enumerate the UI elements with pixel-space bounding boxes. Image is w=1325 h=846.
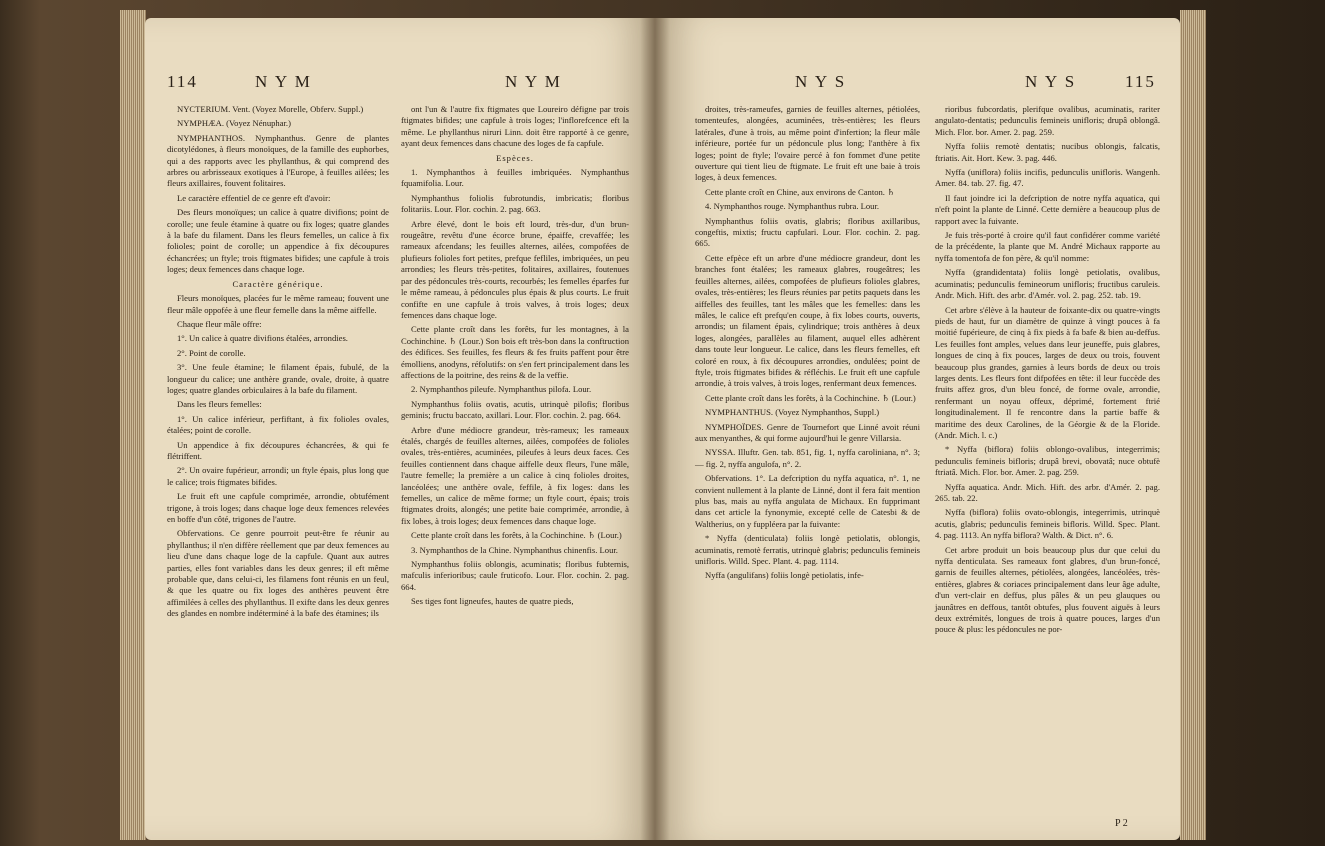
left-running-head-1: N Y M — [255, 72, 312, 91]
paragraph: Cette plante croît dans les forêts, fur les montagnes, à la Cochinchine. ♄ (Lour.) Son bois eft très-bon dans la conftruction des édifices. Ses feuilles, fes fleurs & fes fruits paffent pour être émolliens, anodyns, réfolutifs: on s'en fert principalement dans les affections de la poitrine, des reins & de la veffie. — [401, 324, 629, 380]
paragraph: Nyffa aquatica. Andr. Mich. Hift. des arbr. d'Amér. 2. pag. 265. tab. 22. — [935, 481, 1160, 503]
paragraph: Cet arbre produit un bois beaucoup plus dur que celui du nyffa denticulata. Ses rameaux font glabres, d'un brun-foncé, garnis de feuilles alternes, pétiolées, alongées, lancéolées, très-entières, glabres & coriaces principalement dans leur âge adulte, d'un vert-clair en deffus, plus pâles & un peu glauques ou jaunâtres en deffous, tantôt obtufes, plus fouvent aiguës à leurs deux extrémités, longues de trois à quatre pouces, larges d'un pouce & plus: les pédoncules ne por- — [935, 544, 1160, 635]
paragraph: Caractère générique. — [232, 278, 324, 289]
paragraph: Nymphanthus foliis oblongis, acuminatis; floribus fubternis, mafculis inferioribus; caule fruticofo. Lour. Flor. cochin. 2. pag. 664. — [401, 559, 629, 592]
paragraph: Il faut joindre ici la defcription de notre nyffa aquatica, qui n'eft point la plante de Linné. Cette dernière a beaucoup plus de rapport avec la fuivante. — [935, 192, 1160, 226]
paragraph: rioribus fubcordatis, plerifque ovalibus, acuminatis, rariter angulato-dentatis; pedunculis femineis unifloris; drupâ oblongâ. Mich. Flor. bor. Amer. 2. pag. 259. — [935, 104, 1160, 137]
paragraph: NYMPHOÏDES. Genre de Tournefort que Linné avoit réuni aux menyanthes, & qui forme aujourd'hui le genre Villarsia. — [695, 421, 920, 443]
paragraph: Nyffa (biflora) foliis ovato-oblongis, integerrimis, utrinquè acutis, glabris; pedunculis femineis bifloris. Willd. Spec. Plant. 4. pag. 1113. An nyffa biflora? Walth. & Dict. n°. 6. — [935, 507, 1160, 541]
right-running-head-2: N Y S — [1025, 72, 1077, 91]
paragraph: Le caractère effentiel de ce genre eft d'avoir: — [177, 192, 331, 203]
paragraph: Je fuis très-porté à croire qu'il faut confidérer comme variété de la précédente, la plante que M. André Michaux rapporte au nyffa tomentofa de fon père, & qu'il nomme: — [935, 230, 1160, 263]
paragraph: NYCTERIUM. Vent. (Voyez Morelle, Obferv. Suppl.) — [177, 104, 364, 114]
left-page-edges — [120, 10, 146, 840]
paragraph: Cette efpèce eft un arbre d'une médiocre grandeur, dont les branches font étalées; les rameaux glabres, rougeâtres; les feuilles alternes, ailées, compofées de plufieurs folioles glabres, ovales, très-entières; les fleurs réunies par petits paquets dans les aiffelles des feuilles, tant les mâles que les femelles: dans les mâles, le calice eft prefqu'en coupe, à fix lobes courts, ouverts, arrondis; un filament épais, cylindrique; trois anthères à deux loges, alongées, parallèles au filament, auquel elles adhèrent dans toute leur longueur. Le calice, dans les fleurs femelles, eft coloré en roux, à fix découpures arrondies, ondulées; point de ftyle, trois ftigmates bifides & réfléchis. Le fruit eft une capfule arrondie, à trois valves, à trois loges, renfermant deux femences. — [695, 252, 920, 389]
left-column-2-text — [401, 104, 629, 608]
paragraph: ont l'un & l'autre fix ftigmates que Loureiro défigne par trois ftigmates bifides; une capfule à trois loges; l'inflorefcence eft la même. Le phyllanthus niruri Linn. doit être rapporté à ce genre, ayant deux femences dans chacune des loges de fa capfule. — [401, 104, 629, 149]
paragraph: droites, très-rameufes, garnies de feuilles alternes, pétiolées, tomenteufes, alongées, acuminées, très-entières; les fleurs latérales, d'une à trois, au même point d'infertion; la fleur mâle inférieure, portée fur un pédoncule plus long; l'anthère à fix loges; point de ftyle; l'ovaire percé à fon fommet d'une petite ouverture qui tient lieu de ftigmate. Le fruit eft une baie à trois loges, à deux femences. — [695, 104, 920, 183]
paragraph: Obfervations. 1°. La defcription du nyffa aquatica, n°. 1, ne convient nullement à la plante de Linné, dont il fera fait mention plus bas, mais au nyffa angulata de Michaux. En fupprimant dans cet article la fynonymie, excepté celle de Catesbi & de Waltherius, on y fuppléera par la fuivante: — [695, 473, 920, 529]
paragraph: Cette plante croît dans les forêts, à la Cochinchine. ♄ (Lour.) — [411, 530, 622, 541]
paragraph: Cette plante croît dans les forêts, à la Cochinchine. ♄ (Lour.) — [705, 392, 916, 403]
left-column-1 — [167, 104, 389, 623]
paragraph: 4. Nymphanthos rouge. Nymphanthus rubra. Lour. — [705, 201, 879, 212]
paragraph: * Nyffa (denticulata) foliis longè petiolatis, oblongis, acuminatis, remotè ferratis, utrinquè glabris; pedunculis femineis unifloris. Willd. Spec. Plant. 4. pag. 1114. — [695, 533, 920, 567]
paragraph: 2. Nymphanthos pileufe. Nymphanthus pilofa. Lour. — [411, 384, 592, 395]
paragraph: Nymphanthus foliis ovatis, glabris; floribus axillaribus, congeftis, mixtis; fructu capfulari. Lour. Flor. cochin. 2. pag. 665. — [695, 215, 920, 249]
paragraph: 1. Nymphanthos à feuilles imbriquées. Nymphanthus fquamifolia. Lour. — [401, 167, 629, 189]
paragraph: Cet arbre s'élève à la hauteur de foixante-dix ou quatre-vingts pieds de haut, fur un diamètre de quinze à vingt pouces à fa moitié fupérieure, de cinq à fix pieds à fa bafe & bien au-deffus. Les feuilles font amples, velues dans leur jeuneffe, puis glabres, longues de cinq à fix pouces, larges de deux ou trois, fouvent beaucoup plus grandes, garnies à leurs bords de deux ou trois larges dents. Les fleurs font difpofées en tête: il leur fuccède des fruits affez gros, d'un bleu foncé, de forme ovale, arrondie, renfermant un noyau offeux, déprimé, fortement ftrié longitudinalement. Il fe rencontre dans la partie baffe & maritime des deux Carolines, de la Géorgie & de la Floride. (Andr. Mich. l. c.) — [935, 304, 1160, 440]
paragraph: Fleurs monoïques, placées fur le même rameau; fouvent une fleur mâle oppofée à une fleur femelle dans la même aiffelle. — [167, 293, 389, 315]
right-column-2-text — [935, 104, 1160, 636]
right-column-1-text — [695, 104, 920, 582]
right-page — [655, 18, 1180, 840]
paragraph: Obfervations. Ce genre pourroit peut-être fe réunir au phyllanthus; il n'en diffère réellement que par deux femences au lieu d'une dans chaque loge de la capfule. Quant aux autres parties, elles font variables dans les deux genres; il eft même probable que, dans celui-ci, les filamens font réunis en un feul, & que les quatre ou fix loges des anthères peuvent être affimilées à celles des phyllanthus. Il exifte dans les deux genres des glandes en nombre indéterminé à la bafe des étamines; ils — [167, 528, 390, 619]
paragraph: Ses tiges font ligneufes, hautes de quatre pieds, — [411, 596, 574, 607]
paragraph: Nyffa (grandidentata) foliis longè petiolatis, ovalibus, acuminatis; pedunculis femineorum unifloris; fructibus caruleis. Andr. Mich. Hift. des arbr. d'Amér. vol. 2. pag. 252. tab. 19. — [935, 267, 1160, 301]
paragraph: Un appendice à fix découpures échancrées, & qui fe flétriffent. — [167, 439, 389, 461]
paragraph: 2°. Point de corolle. — [177, 347, 246, 358]
right-page-edges — [1180, 10, 1206, 840]
signature-mark: P 2 — [1115, 818, 1128, 829]
paragraph: 3°. Une feule étamine; le filament épais, fubulé, de la longueur du calice; une anthère grande, ovale, droite, à quatre loges; quatre glandes orbiculaires à la bafe du filament. — [167, 362, 389, 395]
right-column-2 — [935, 104, 1160, 639]
right-page-number: 115 — [1125, 72, 1156, 91]
left-column-1-text — [167, 104, 389, 620]
paragraph: NYMPHÆA. (Voyez Nénuphar.) — [177, 118, 291, 129]
paragraph: Le fruit eft une capfule comprimée, arrondie, obtufément trigone, à trois loges; dans chaque loge deux femences relevées en boffe d'un côté, trigones de l'autre. — [167, 491, 389, 524]
paragraph: NYSSA. Illuftr. Gen. tab. 851, fig. 1, nyffa caroliniana, n°. 3; — fig. 2, nyffa angulofa, n°. 2. — [695, 447, 920, 469]
paragraph: Chaque fleur mâle offre: — [177, 318, 262, 329]
paragraph: Dans les fleurs femelles: — [177, 399, 262, 410]
paragraph: Nyffa (uniflora) foliis incifis, pedunculis unifloris. Wangenh. Amer. 84. tab. 27. fig. 47. — [935, 167, 1160, 189]
paragraph: Nymphanthus foliis ovatis, acutis, utrinquè pilofis; floribus geminis; fructu baccato, axillari. Lour. Flor. cochin. 2. pag. 664. — [401, 398, 629, 421]
paragraph: Cette plante croît en Chine, aux environs de Canton. ♄ — [705, 186, 895, 197]
paragraph: 2°. Un ovaire fupérieur, arrondi; un ftyle épais, plus long que le calice; trois ftigmates bifides. — [167, 465, 389, 487]
paragraph: Des fleurs monoïques; un calice à quatre divifions; point de corolle; une feule étamine à quatre ou fix loges; quatre glandes à la bafe du filament. Dans les fleurs femelles, un calice à fix folioles; point de corolle; un appendice à fix découpures échancrées; un ftyle; trois ftigmates bifides; une capfule à trois loges; deux femences dans chaque loge. — [167, 207, 389, 275]
paragraph: Espèces. — [496, 152, 534, 163]
gutter-shadow — [640, 18, 670, 840]
paragraph: NYMPHANTHUS. (Voyez Nymphanthos, Suppl.) — [705, 407, 880, 418]
paragraph: Nyffa (angulifans) foliis longè petiolatis, infe- — [705, 570, 864, 581]
paragraph: 1°. Un calice à quatre divifions étalées, arrondies. — [177, 333, 348, 344]
paragraph: Nyffa foliis remotè dentatis; nucibus oblongis, falcatis, ftriatis. Ait. Hort. Kew. 3. pag. 446. — [935, 141, 1160, 163]
paragraph: Nymphanthus foliolis fubrotundis, imbricatis; floribus folitariis. Lour. Flor. cochin. 2. pag. 663. — [401, 192, 629, 215]
paragraph: Arbre élevé, dont le bois eft lourd, très-dur, d'un brun-rougeâtre, revêtu d'une écorce brune, épaiffe, crevaffée; les rameaux afcendans; les feuilles alternes, ailées, compofées de plufieurs folioles fort petites, prefque fefliles, imbriquées, un peu arrondies; les fleurs très-petites, folitaires, axillaires, foutenues par des pédoncules très-courts, recourbés; les femelles éparfes fur le même rameau, à pédoncules plus épais & plus courts. Le fruit confifte en une capfule à trois valves, à trois loges; deux femences dans chaque loge. — [401, 218, 629, 320]
paragraph: 1°. Un calice inférieur, perfiftant, à fix folioles ovales, étalées; point de corolle. — [167, 413, 389, 436]
right-column-1 — [695, 104, 920, 585]
paragraph: 3. Nymphanthos de la Chine. Nymphanthus chinenfis. Lour. — [411, 544, 618, 555]
right-running-head-1: N Y S — [795, 72, 847, 91]
left-page — [145, 18, 655, 840]
paragraph: NYMPHANTHOS. Nymphanthus. Genre de plantes dicotylédones, à fleurs monoïques, de la famille des euphorbes, qui a des rapports avec les phyllanthus, & qui comprend des arbres ou arbrisseaux exotiques à l'Europe, à feuilles ailées; les fleurs axillaires, fouvent folitaires. — [167, 132, 389, 189]
left-column-2 — [401, 104, 629, 611]
left-running-head-2: N Y M — [505, 72, 562, 91]
paragraph: * Nyffa (biflora) foliis oblongo-ovalibus, integerrimis; pedunculis femineis bifloris; drupâ brevi, obovatâ; nuce obtufè ftriatâ. Mich. Flor. bor. Amer. 2. pag. 259. — [935, 444, 1160, 478]
paragraph: Arbre d'une médiocre grandeur, très-rameux; les rameaux étalés, chargés de feuilles alternes, ailées, compofées de folioles ovales, très-entières, acuminées, pileufes à leurs deux faces. Ces feuilles contiennent dans chaque aiffelle deux fleurs, l'une mâle, l'autre femelle; la première a un calice à cinq folioles droites, lancéolées; une anthère ovale, feffile, à fix loges: dans les femelles, un calice de même forme; un ftyle court, épais; trois ftigmates droits, alongés; une petite baie comprimée, arrondie, à fix lobes, à trois loges; deux femences dans chaque loge. — [401, 424, 629, 526]
left-page-number: 114 — [167, 72, 198, 91]
